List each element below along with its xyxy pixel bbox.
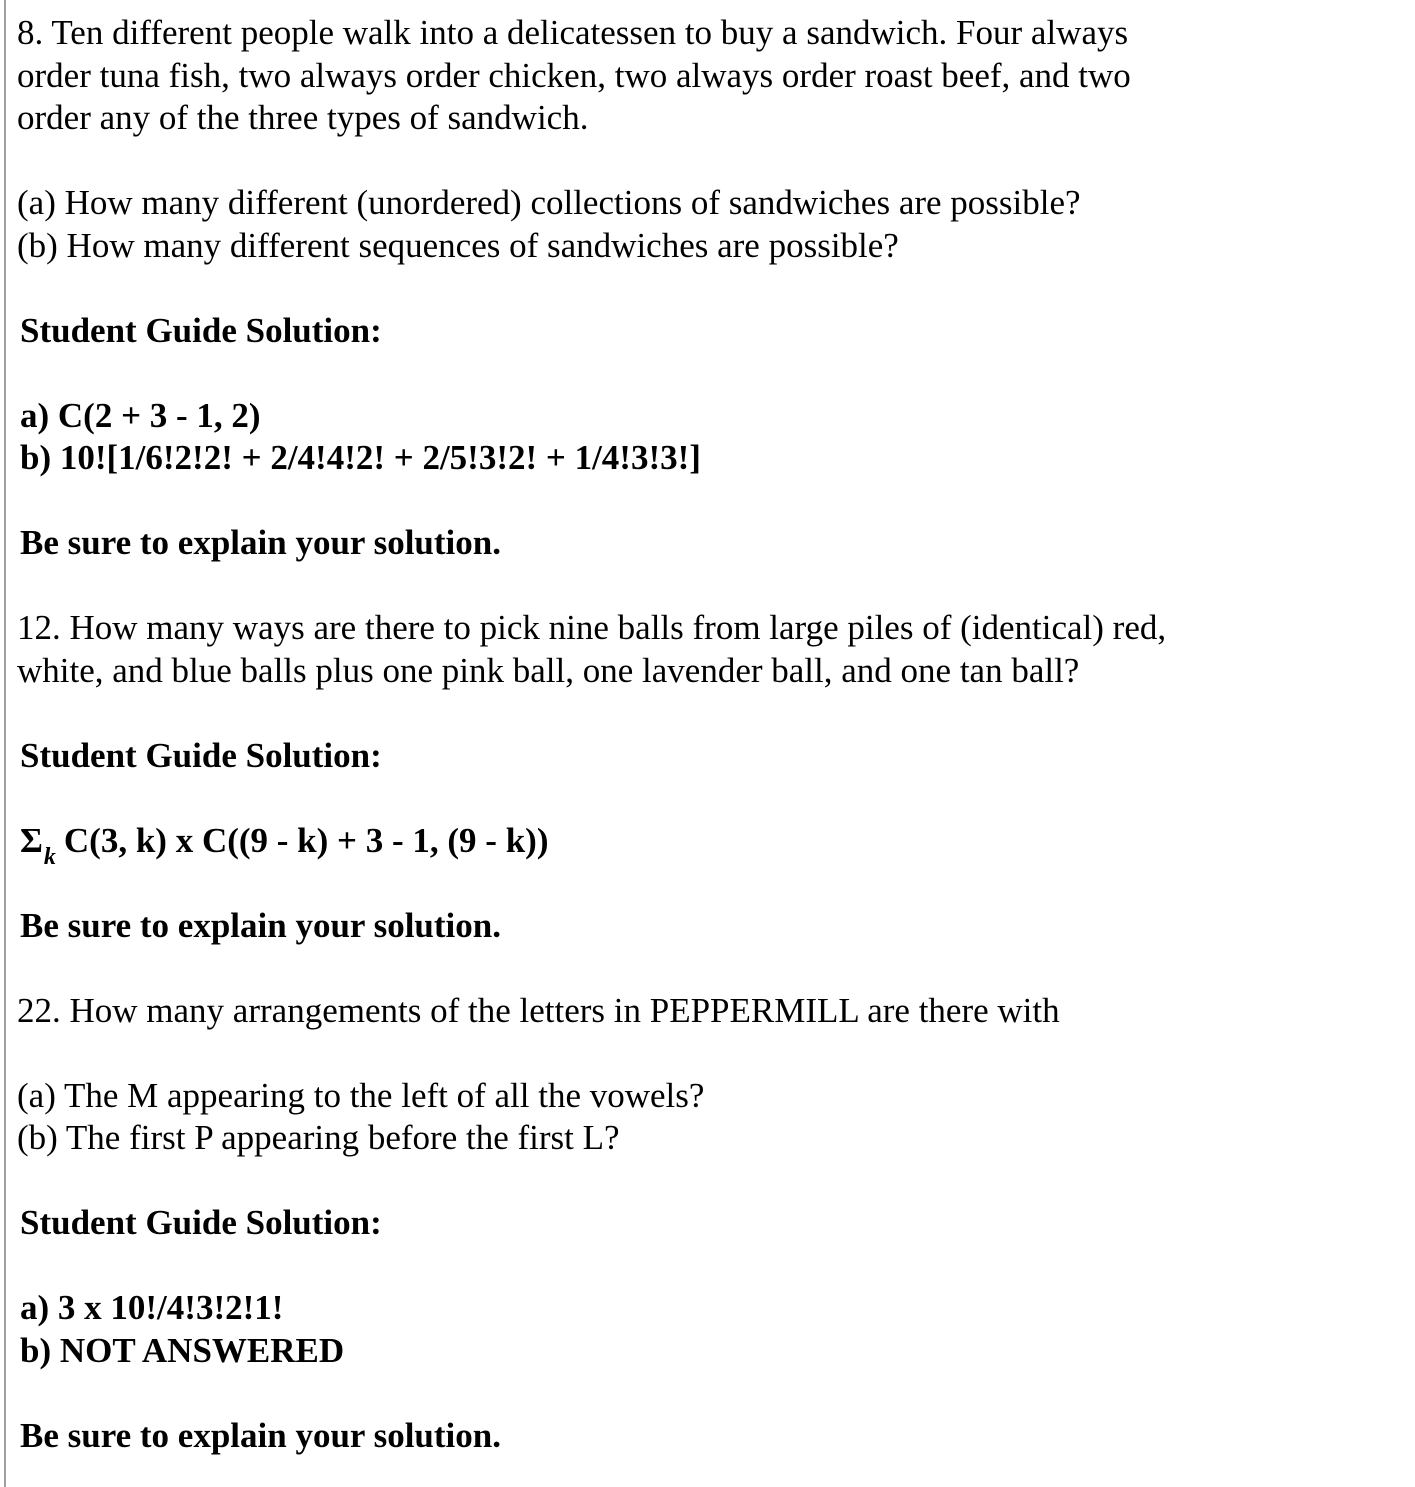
spacer xyxy=(17,565,1397,608)
problem-8-part-b: (b) How many different sequences of sandwiches are possible? xyxy=(17,225,899,265)
spacer xyxy=(17,947,1397,990)
formula-expression: C(3, k) x C((9 - k) + 3 - 1, (9 - k)) xyxy=(63,820,549,860)
problem-12-explain-note: Be sure to explain your solution. xyxy=(20,905,501,945)
sigma-symbol: Σ xyxy=(20,820,43,860)
problem-8-question-line-3: order any of the three types of sandwich. xyxy=(17,98,589,137)
spacer xyxy=(17,140,1397,183)
spacer xyxy=(17,480,1397,523)
spacer xyxy=(17,862,1397,905)
spacer xyxy=(17,1032,1397,1075)
problem-8-explain-note: Be sure to explain your solution. xyxy=(20,523,501,562)
problem-22-explain-note: Be sure to explain your solution. xyxy=(20,1415,501,1455)
spacer xyxy=(17,692,1397,735)
document-body xyxy=(17,12,1397,1457)
spacer xyxy=(17,777,1397,820)
problem-8-solution-b: b) 10![1/6!2!2! + 2/4!4!2! + 2/5!3!2! + 1/4!3!3!] xyxy=(20,438,701,477)
problem-22-solution-b: b) NOT ANSWERED xyxy=(20,1330,345,1370)
problem-8-solution-a: a) C(2 + 3 - 1, 2) xyxy=(20,395,261,435)
problem-12-question-line-2: white, and blue balls plus one pink ball, one lavender ball, and one tan ball? xyxy=(17,650,1080,690)
problem-8-question-line-2: order tuna fish, two always order chicken, two always order roast beef, and two xyxy=(17,55,1131,95)
problem-12-question-line-1: 12. How many ways are there to pick nine balls from large piles of (identical) red, xyxy=(17,608,1167,647)
spacer xyxy=(17,1245,1397,1288)
problem-22 xyxy=(17,990,1397,1458)
spacer xyxy=(17,267,1397,310)
problem-12-solution-heading: Student Guide Solution: xyxy=(20,735,382,775)
problem-22-solution-heading: Student Guide Solution: xyxy=(20,1203,382,1242)
sigma-subscript: k xyxy=(43,843,56,870)
problem-22-question-line-1: 22. How many arrangements of the letters in PEPPERMILL are there with xyxy=(17,990,1060,1030)
spacer xyxy=(17,1160,1397,1203)
problem-8-solution-heading: Student Guide Solution: xyxy=(20,310,382,350)
problem-8-question-line-1: 8. Ten different people walk into a delicatessen to buy a sandwich. Four always xyxy=(17,13,1129,52)
problem-12-solution-formula xyxy=(17,820,1397,870)
spacer xyxy=(17,1372,1397,1415)
problem-8 xyxy=(17,12,1397,607)
spacer xyxy=(17,352,1397,395)
page-left-border xyxy=(4,0,6,1487)
problem-22-solution-a: a) 3 x 10!/4!3!2!1! xyxy=(20,1288,284,1327)
problem-8-part-a: (a) How many different (unordered) collections of sandwiches are possible? xyxy=(17,183,1081,222)
problem-22-part-b: (b) The first P appearing before the first L? xyxy=(17,1118,620,1157)
problem-22-part-a: (a) The M appearing to the left of all the vowels? xyxy=(17,1075,705,1115)
problem-12 xyxy=(17,607,1397,990)
